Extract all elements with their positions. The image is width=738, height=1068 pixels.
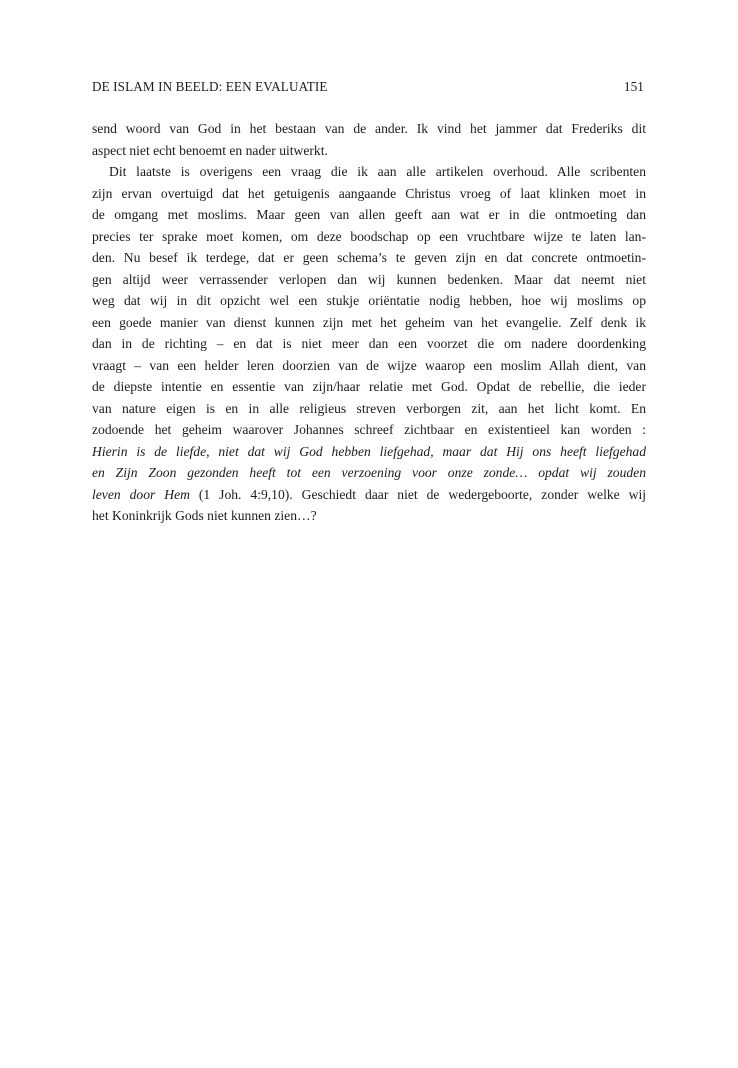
text-line: de diepste intentie en essentie van zijn/haar relatie met God. Opdat de rebellie, die ieder: [92, 379, 646, 394]
text-line: de omgang met moslims. Maar geen van allen geeft aan wat er in die ontmoeting dan: [92, 207, 646, 222]
text-line: vraagt – van een helder leren doorzien van de wijze waarop een moslim Allah dient, van: [92, 357, 646, 373]
text-line: gen altijd weer verrassender verlopen dan wij kunnen bedenken. Maar dat neemt niet: [92, 271, 646, 287]
paragraph-2: [92, 161, 646, 527]
text-line: precies ter sprake moet komen, om deze boodschap op een vruchtbare wijze te laten lan-: [92, 228, 646, 244]
text-line: weg dat wij in dit opzicht wel een stukje oriëntatie nodig hebben, hoe wij moslims op: [92, 293, 646, 308]
text-line: een goede manier van dienst kunnen zijn met het geheim van het evangelie. Zelf denk ik: [92, 314, 646, 330]
running-title: DE ISLAM IN BEELD: EEN EVALUATIE: [92, 79, 328, 94]
page-number: 151: [623, 79, 644, 94]
paragraph-1: [92, 118, 646, 161]
quote-fragment: leven door Hem: [92, 486, 190, 502]
text-line: Dit laatste is overigens een vraag die ik aan alle artikelen overhoud. Alle scribenten: [109, 164, 646, 179]
body-text: [92, 118, 646, 527]
text-line: [92, 484, 646, 506]
quote-line: en Zijn Zoon gezonden heeft tot een verzoening voor onze zonde… opdat wij zouden: [92, 465, 646, 480]
text-line: send woord van God in het bestaan van de ander. Ik vind het jammer dat Frederiks dit: [92, 121, 646, 136]
text-line: van nature eigen is en in alle religieus streven verborgen zit, aan het licht komt. En: [92, 400, 646, 416]
text-line: den. Nu besef ik terdege, dat er geen schema’s te geven zijn en dat concrete ontmoetin-: [92, 250, 646, 265]
text-line: zodoende het geheim waarover Johannes schreef zichtbaar en existentieel kan worden :: [92, 422, 646, 437]
text-line: het Koninkrijk Gods niet kunnen zien…?: [92, 508, 317, 523]
quote-line: Hierin is de liefde, niet dat wij God hebben liefgehad, maar dat Hij ons heeft liefgehad: [92, 443, 646, 459]
running-header: [92, 79, 645, 97]
text-line: dan in de richting – en dat is niet meer dan een voorzet die om nadere doordenking: [92, 336, 646, 351]
text-line: zijn ervan overtuigd dat het getuigenis aangaande Christus vroeg of laat klinken moet in: [92, 185, 646, 201]
citation-text: (1 Joh. 4:9,10). Geschiedt daar niet de wedergeboorte, zonder welke wij: [189, 486, 647, 502]
text-line: aspect niet echt benoemt en nader uitwerkt.: [92, 142, 328, 158]
